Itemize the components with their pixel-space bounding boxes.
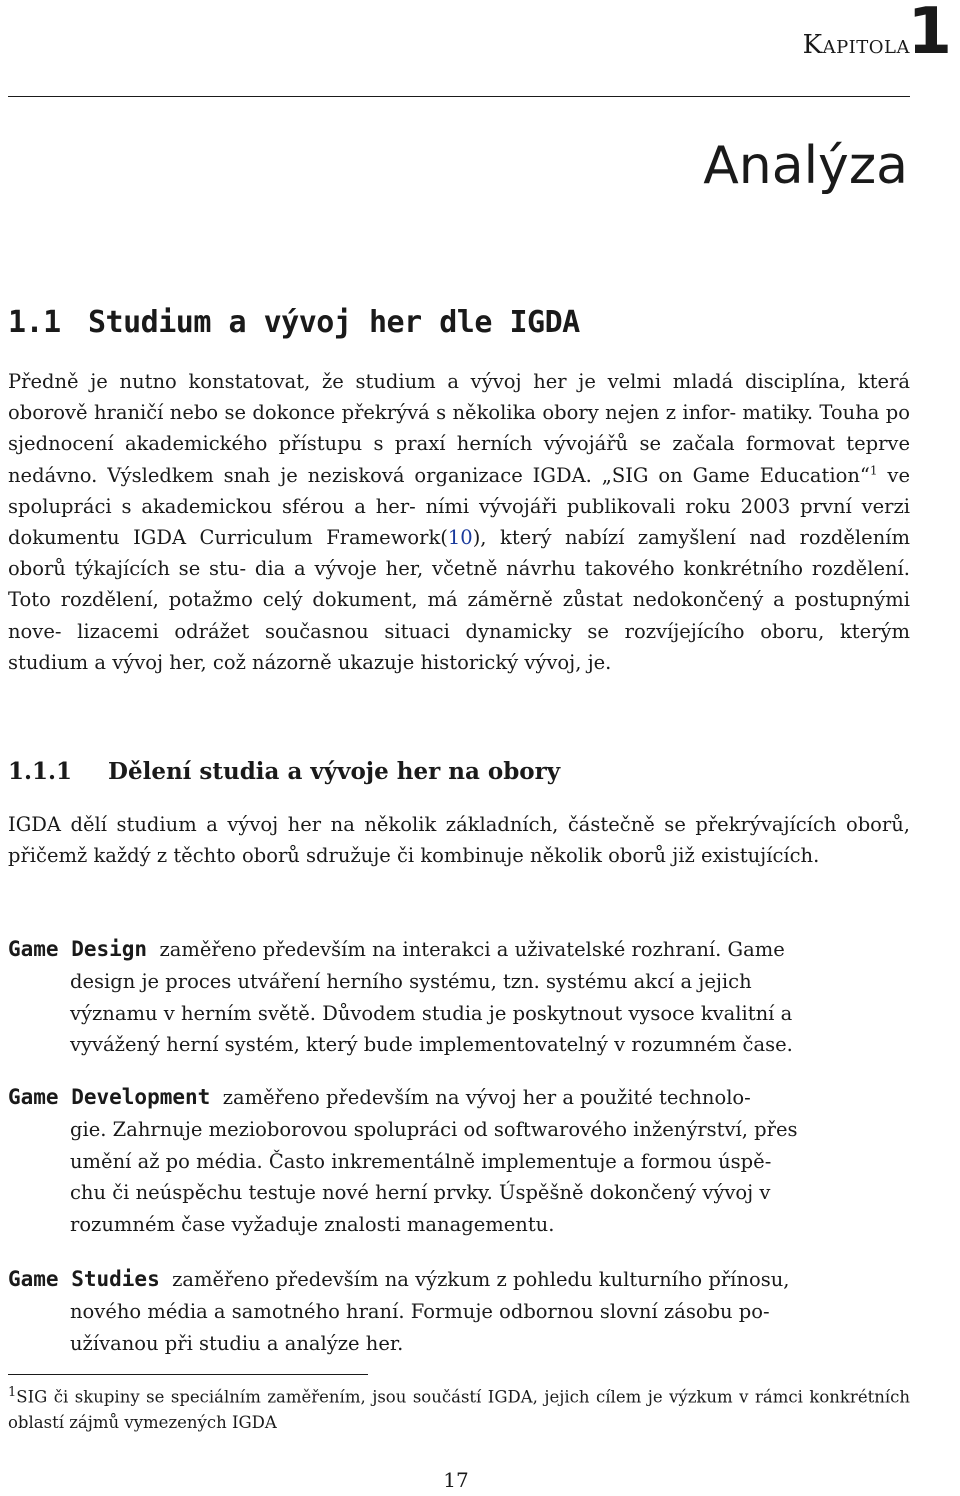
definition-line: nového média a samotného hraní. Formuje odbornou slovní zásobu po- xyxy=(70,1299,770,1323)
footnote-mark: 1 xyxy=(8,1385,17,1400)
subsection-title: Dělení studia a vývoje her na obory xyxy=(108,758,561,785)
definition-line: významu v herním světě. Důvodem studia je poskytnout vysoce kvalitní a xyxy=(70,1001,793,1025)
paragraph-line: IGDA. „SIG on Game Education“ xyxy=(532,463,870,487)
paragraph-line: studium a vývoj her, což názorně ukazuje historický vývoj, je. xyxy=(8,650,612,674)
paragraph-line: lizacemi odrážet současnou situaci dynamicky se rozvíjejícího oboru, kterým xyxy=(77,619,911,643)
definition-game-studies xyxy=(8,1264,910,1359)
definition-term: Game Studies xyxy=(8,1267,160,1291)
definition-game-development xyxy=(8,1082,910,1241)
definition-term: Game Development xyxy=(8,1085,211,1109)
paragraph-line: IGDA dělí studium a vývoj her na několik základních, částečně se překrývajících xyxy=(8,813,837,836)
definition-line: gie. Zahrnuje mezioborovou spolupráci od softwarového inženýrství, přes xyxy=(70,1117,798,1141)
definition-term: Game Design xyxy=(8,937,148,961)
definition-line: zaměřeno především na interakci a uživatelské rozhraní. Game xyxy=(159,938,785,961)
section-title: Studium a vývoj her dle IGDA xyxy=(88,305,580,340)
definition-game-design xyxy=(8,934,910,1061)
paragraph-line: ními vývojáři publikovali roku 2003 první verzi dokumentu IGDA Curriculum xyxy=(8,494,910,550)
footnote-line: rámci konkrétních oblastí zájmů vymezených IGDA xyxy=(8,1387,910,1432)
section-number: 1.1 xyxy=(8,305,61,340)
paragraph-line: potažmo celý dokument, má záměrně zůstat nedokončený a postupnými nove- xyxy=(8,588,911,643)
paragraph-line: která oborově hraničí nebo se dokonce překrývá s několika obory nejen z infor- xyxy=(8,370,911,425)
page-number: 17 xyxy=(443,1468,469,1492)
paragraph-line: Framework( xyxy=(326,526,448,550)
paragraph-line: existujících. xyxy=(700,844,820,868)
definition-line: užívanou při studiu a analýze her. xyxy=(70,1331,404,1355)
paragraph-line: dia a vývoje her, včetně návrhu takového konkrétního rozdělení. Toto rozdělení, xyxy=(8,557,910,612)
paragraph-line: ve spolupráci s akademickou sférou a her- xyxy=(8,463,910,518)
paragraph-line: Předně je nutno konstatovat, že studium a vývoj her je velmi mladá disciplína, xyxy=(8,370,847,393)
chapter-divider xyxy=(8,96,910,97)
footnote xyxy=(8,1380,910,1435)
definition-line: chu či neúspěchu testuje nové herní prvky. Úspěšně dokončený vývoj v xyxy=(70,1181,771,1205)
chapter-label: Kapitola xyxy=(802,30,910,60)
chapter-title: Analýza xyxy=(703,136,908,196)
section-paragraph xyxy=(8,366,910,678)
definition-line: umění až po média. Často inkrementálně implementuje a formou úspě- xyxy=(70,1149,772,1173)
paragraph-line: se začala formovat teprve nedávno. Výsledkem snah je nezisková organizace xyxy=(8,432,910,487)
subsection-paragraph xyxy=(8,809,910,871)
definition-line: design je proces utváření herního systému, tzn. systému akcí a jejich xyxy=(70,969,752,993)
section-heading xyxy=(8,305,580,340)
footnote-line: SIG či skupiny se speciálním zaměřením, jsou součástí IGDA, jejich cílem je výzkum v xyxy=(16,1387,749,1407)
paragraph-line: oborů, přičemž každý z těchto oborů sdružuje či kombinuje několik oborů již xyxy=(8,813,910,868)
definition-line: vyvážený herní systém, který bude implementovatelný v rozumném čase. xyxy=(70,1033,793,1057)
footnote-divider xyxy=(8,1374,368,1375)
footnote-reference[interactable]: 1 xyxy=(869,463,878,478)
paragraph-line: matiky. Touha po sjednocení akademického přístupu s praxí herních vývojářů xyxy=(8,401,910,456)
subsection-heading xyxy=(8,758,560,785)
definition-line: zaměřeno především na výzkum z pohledu kulturního přínosu, xyxy=(172,1268,790,1291)
chapter-number: 1 xyxy=(907,0,952,69)
subsection-number: 1.1.1 xyxy=(8,758,73,785)
paragraph-line: ), který nabízí zamyšlení nad rozdělením oborů týkajících se stu- xyxy=(8,526,910,581)
citation-link[interactable]: 10 xyxy=(447,526,473,550)
definition-line: rozumném čase vyžaduje znalosti managementu. xyxy=(70,1213,555,1237)
definition-line: zaměřeno především na vývoj her a použité technolo- xyxy=(222,1086,751,1109)
